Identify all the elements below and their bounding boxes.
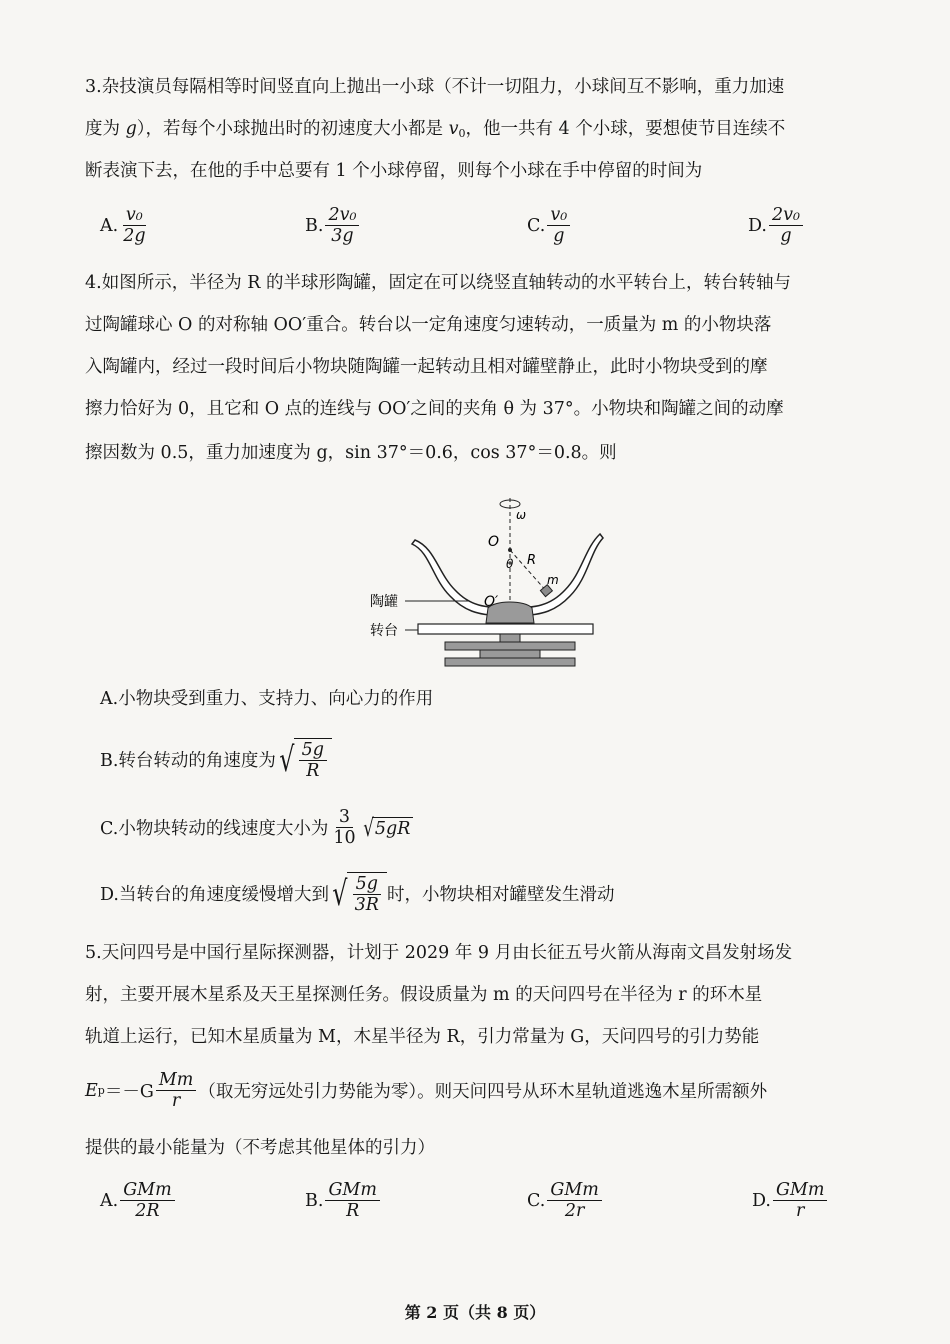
page-footer: 第 2 页（共 8 页）	[404, 1303, 546, 1322]
fraction: $\frac{\text{v₀}}{g}$	[547, 205, 570, 246]
pot-label: 陶罐	[370, 594, 398, 610]
q4-option-d[interactable]: D.当转台的角速度缓慢增大到 √ $\frac{5g}{3R}$ 时，小物块相对罐壁发生滑动	[100, 873, 615, 915]
q3-line2: 度为 g），若每个小球抛出时的初速度大小都是 $v_0$，他一共有 4 个小球，要想使节目连续不	[85, 119, 786, 140]
o-label: O	[488, 534, 500, 550]
fraction: $\frac{\text{2v₀}}{g}$	[769, 205, 803, 246]
q5-option-d[interactable]: D. $\frac{\text{GMm}}{r}$	[752, 1180, 829, 1221]
q4-line1: 4.如图所示，半径为 R 的半球形陶罐，固定在可以绕竖直轴转动的水平转台上，转台转轴与	[85, 273, 791, 293]
q4-line5: 擦因数为 0.5，重力加速度为 g，sin 37°＝0.6，cos 37°＝0.8。则	[85, 443, 617, 463]
q3-option-c[interactable]: C. $\frac{\text{v₀}}{g}$	[527, 205, 572, 246]
q3-line1: 3.杂技演员每隔相等时间竖直向上抛出一小球（不计一切阻力，小球间互不影响，重力加速	[85, 77, 785, 97]
turntable-shaft	[500, 634, 520, 642]
o-prime-label: O′	[484, 594, 499, 610]
turntable-base-top	[445, 642, 575, 650]
q4-option-a[interactable]: A.小物块受到重力、支持力、向心力的作用	[100, 689, 434, 709]
turntable-label: 转台	[370, 623, 398, 639]
q5-line2: 射，主要开展木星系及天王星探测任务。假设质量为 m 的天问四号在半径为 r 的环木星	[85, 985, 763, 1005]
q5-option-c[interactable]: C. $\frac{\text{GMm}}{2r}$	[527, 1180, 604, 1221]
q4-option-c[interactable]: C.小物块转动的线速度大小为 $\frac{3}{10}$ √ 5gR	[100, 807, 413, 848]
q5-line5: 提供的最小能量为（不考虑其他星体的引力）	[85, 1138, 435, 1158]
q5-line3: 轨道上运行，已知木星质量为 M，木星半径为 R，引力常量为 G，天问四号的引力势能	[85, 1027, 760, 1047]
r-label: R	[527, 553, 537, 568]
q5-option-a[interactable]: A. $\frac{\text{GMm}}{2R}$	[100, 1180, 177, 1221]
q5-line4: E p ＝－G $\frac{Mm}{r}$ （取无穷远处引力势能为零）。则天问四号从环木星轨道逃逸木星所需额外	[85, 1070, 768, 1111]
q4-line3: 入陶罐内，经过一段时间后小物块随陶罐一起转动且相对罐壁静止，此时小物块受到的摩	[85, 357, 768, 377]
turntable-plate	[418, 624, 593, 634]
turntable-base-stem	[480, 650, 540, 658]
q4-line2: 过陶罐球心 O 的对称轴 OO′重合。转台以一定角速度匀速转动，一质量为 m 的小物块落	[85, 315, 772, 335]
theta-label: θ	[506, 557, 514, 571]
q3-option-d[interactable]: D. $\frac{\text{2v₀}}{g}$	[748, 205, 805, 246]
q3-line3: 断表演下去，在他的手中总要有 1 个小球停留，则每个小球在手中停留的时间为	[85, 161, 703, 181]
center-dot	[508, 548, 512, 552]
m-label: m	[547, 573, 559, 587]
omega-label: ω	[516, 508, 527, 522]
pot-turntable-figure	[360, 488, 610, 668]
q4-option-b[interactable]: B.转台转动的角速度为 √ $\frac{5g}{R}$	[100, 738, 332, 781]
fraction: $\frac{\text{v₀}}{2g}$	[123, 205, 146, 246]
q4-line4: 擦力恰好为 0，且它和 O 点的连线与 OO′之间的夹角 θ 为 37°。小物块和陶罐之间的动摩	[85, 399, 784, 419]
q3-option-b[interactable]: B. $\frac{\text{2v₀}}{3g}$	[305, 205, 361, 246]
q5-line1: 5.天问四号是中国行星际探测器，计划于 2029 年 9 月由长征五号火箭从海南文昌发射场发	[85, 943, 793, 963]
q3-option-a[interactable]: A. $\frac{\text{v₀}}{2g}$	[100, 205, 151, 246]
sqrt: √ $\frac{5g}{R}$	[276, 738, 332, 781]
q5-option-b[interactable]: B. $\frac{\text{GMm}}{R}$	[305, 1180, 382, 1221]
fraction: $\frac{\text{2v₀}}{3g}$	[325, 205, 359, 246]
turntable-base-bottom	[445, 658, 575, 666]
